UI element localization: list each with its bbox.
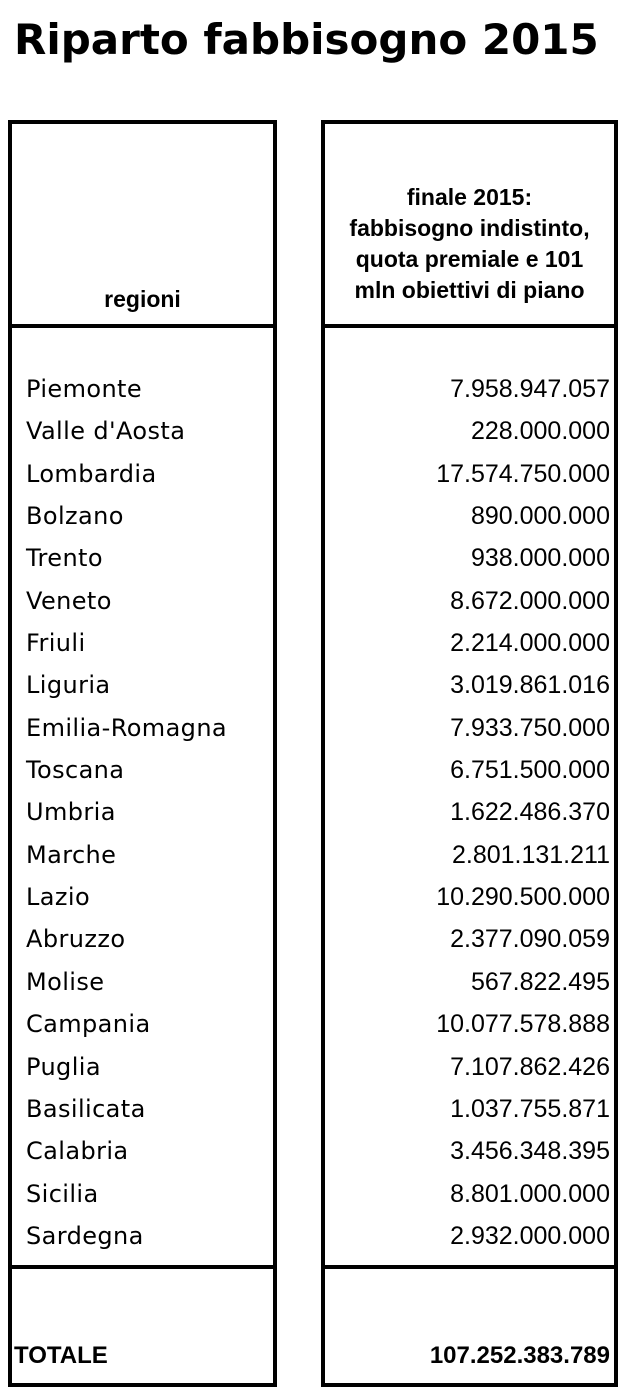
region-value: 8.801.000.000: [450, 1179, 610, 1208]
region-name: Basilicata: [26, 1094, 146, 1123]
values-header-line: mln obiettivi di piano: [354, 277, 585, 303]
header-divider-left: [8, 324, 277, 328]
region-list: [26, 368, 272, 1257]
values-header-line: fabbisogno indistinto,: [349, 215, 590, 241]
region-value: 2.801.131.211: [451, 840, 610, 869]
region-name: Abruzzo: [26, 925, 126, 954]
header-divider-right: [321, 324, 618, 328]
regions-header: regioni: [104, 286, 181, 312]
values-header: [325, 182, 614, 306]
values-header-line: quota premiale e 101: [355, 246, 584, 272]
region-value: 890.000.000: [470, 502, 610, 531]
region-name: Calabria: [26, 1137, 129, 1166]
region-value: 3.456.348.395: [450, 1137, 610, 1166]
region-name: Umbria: [26, 798, 116, 827]
region-name: Emilia-Romagna: [26, 713, 228, 742]
region-value: 228.000.000: [470, 417, 610, 446]
region-value: 8.672.000.000: [450, 586, 610, 615]
page-title: Riparto fabbisogno 2015: [14, 15, 599, 64]
region-value: 1.037.755.871: [450, 1094, 610, 1123]
region-name: Liguria: [26, 671, 111, 700]
region-value: 567.822.495: [470, 967, 610, 996]
total-label: TOTALE: [14, 1342, 108, 1369]
region-name: Sardegna: [26, 1221, 144, 1250]
region-value: 2.377.090.059: [450, 925, 610, 954]
region-name: Marche: [26, 840, 117, 869]
region-value: 1.622.486.370: [450, 798, 610, 827]
region-name: Lombardia: [26, 459, 157, 488]
region-value: 10.077.578.888: [436, 1010, 610, 1039]
region-name: Bolzano: [26, 502, 124, 531]
total-divider-right: [321, 1265, 618, 1269]
values-header-line: finale 2015:: [406, 184, 533, 210]
region-name: Molise: [26, 967, 105, 996]
region-name: Puglia: [26, 1052, 101, 1081]
region-value: 2.214.000.000: [450, 629, 610, 658]
region-value: 10.290.500.000: [436, 883, 610, 912]
region-value: 6.751.500.000: [450, 756, 610, 785]
region-value: 2.932.000.000: [450, 1221, 610, 1250]
region-value: 7.933.750.000: [450, 713, 610, 742]
region-name: Veneto: [26, 586, 112, 615]
region-value: 17.574.750.000: [436, 459, 610, 488]
region-name: Lazio: [26, 883, 91, 912]
region-value: 938.000.000: [470, 544, 610, 573]
region-value: 3.019.861.016: [450, 671, 610, 700]
region-name: Sicilia: [26, 1179, 99, 1208]
region-name: Campania: [26, 1010, 151, 1039]
value-list: [326, 368, 610, 1257]
total-value: 107.252.383.789: [429, 1342, 610, 1369]
region-name: Piemonte: [26, 375, 143, 403]
region-value: 7.107.862.426: [450, 1052, 610, 1081]
region-name: Trento: [26, 544, 103, 573]
region-name: Toscana: [26, 756, 125, 785]
region-value: 7.958.947.057: [450, 375, 610, 403]
region-name: Friuli: [26, 629, 86, 658]
total-divider-left: [8, 1265, 277, 1269]
region-name: Valle d'Aosta: [26, 417, 186, 446]
